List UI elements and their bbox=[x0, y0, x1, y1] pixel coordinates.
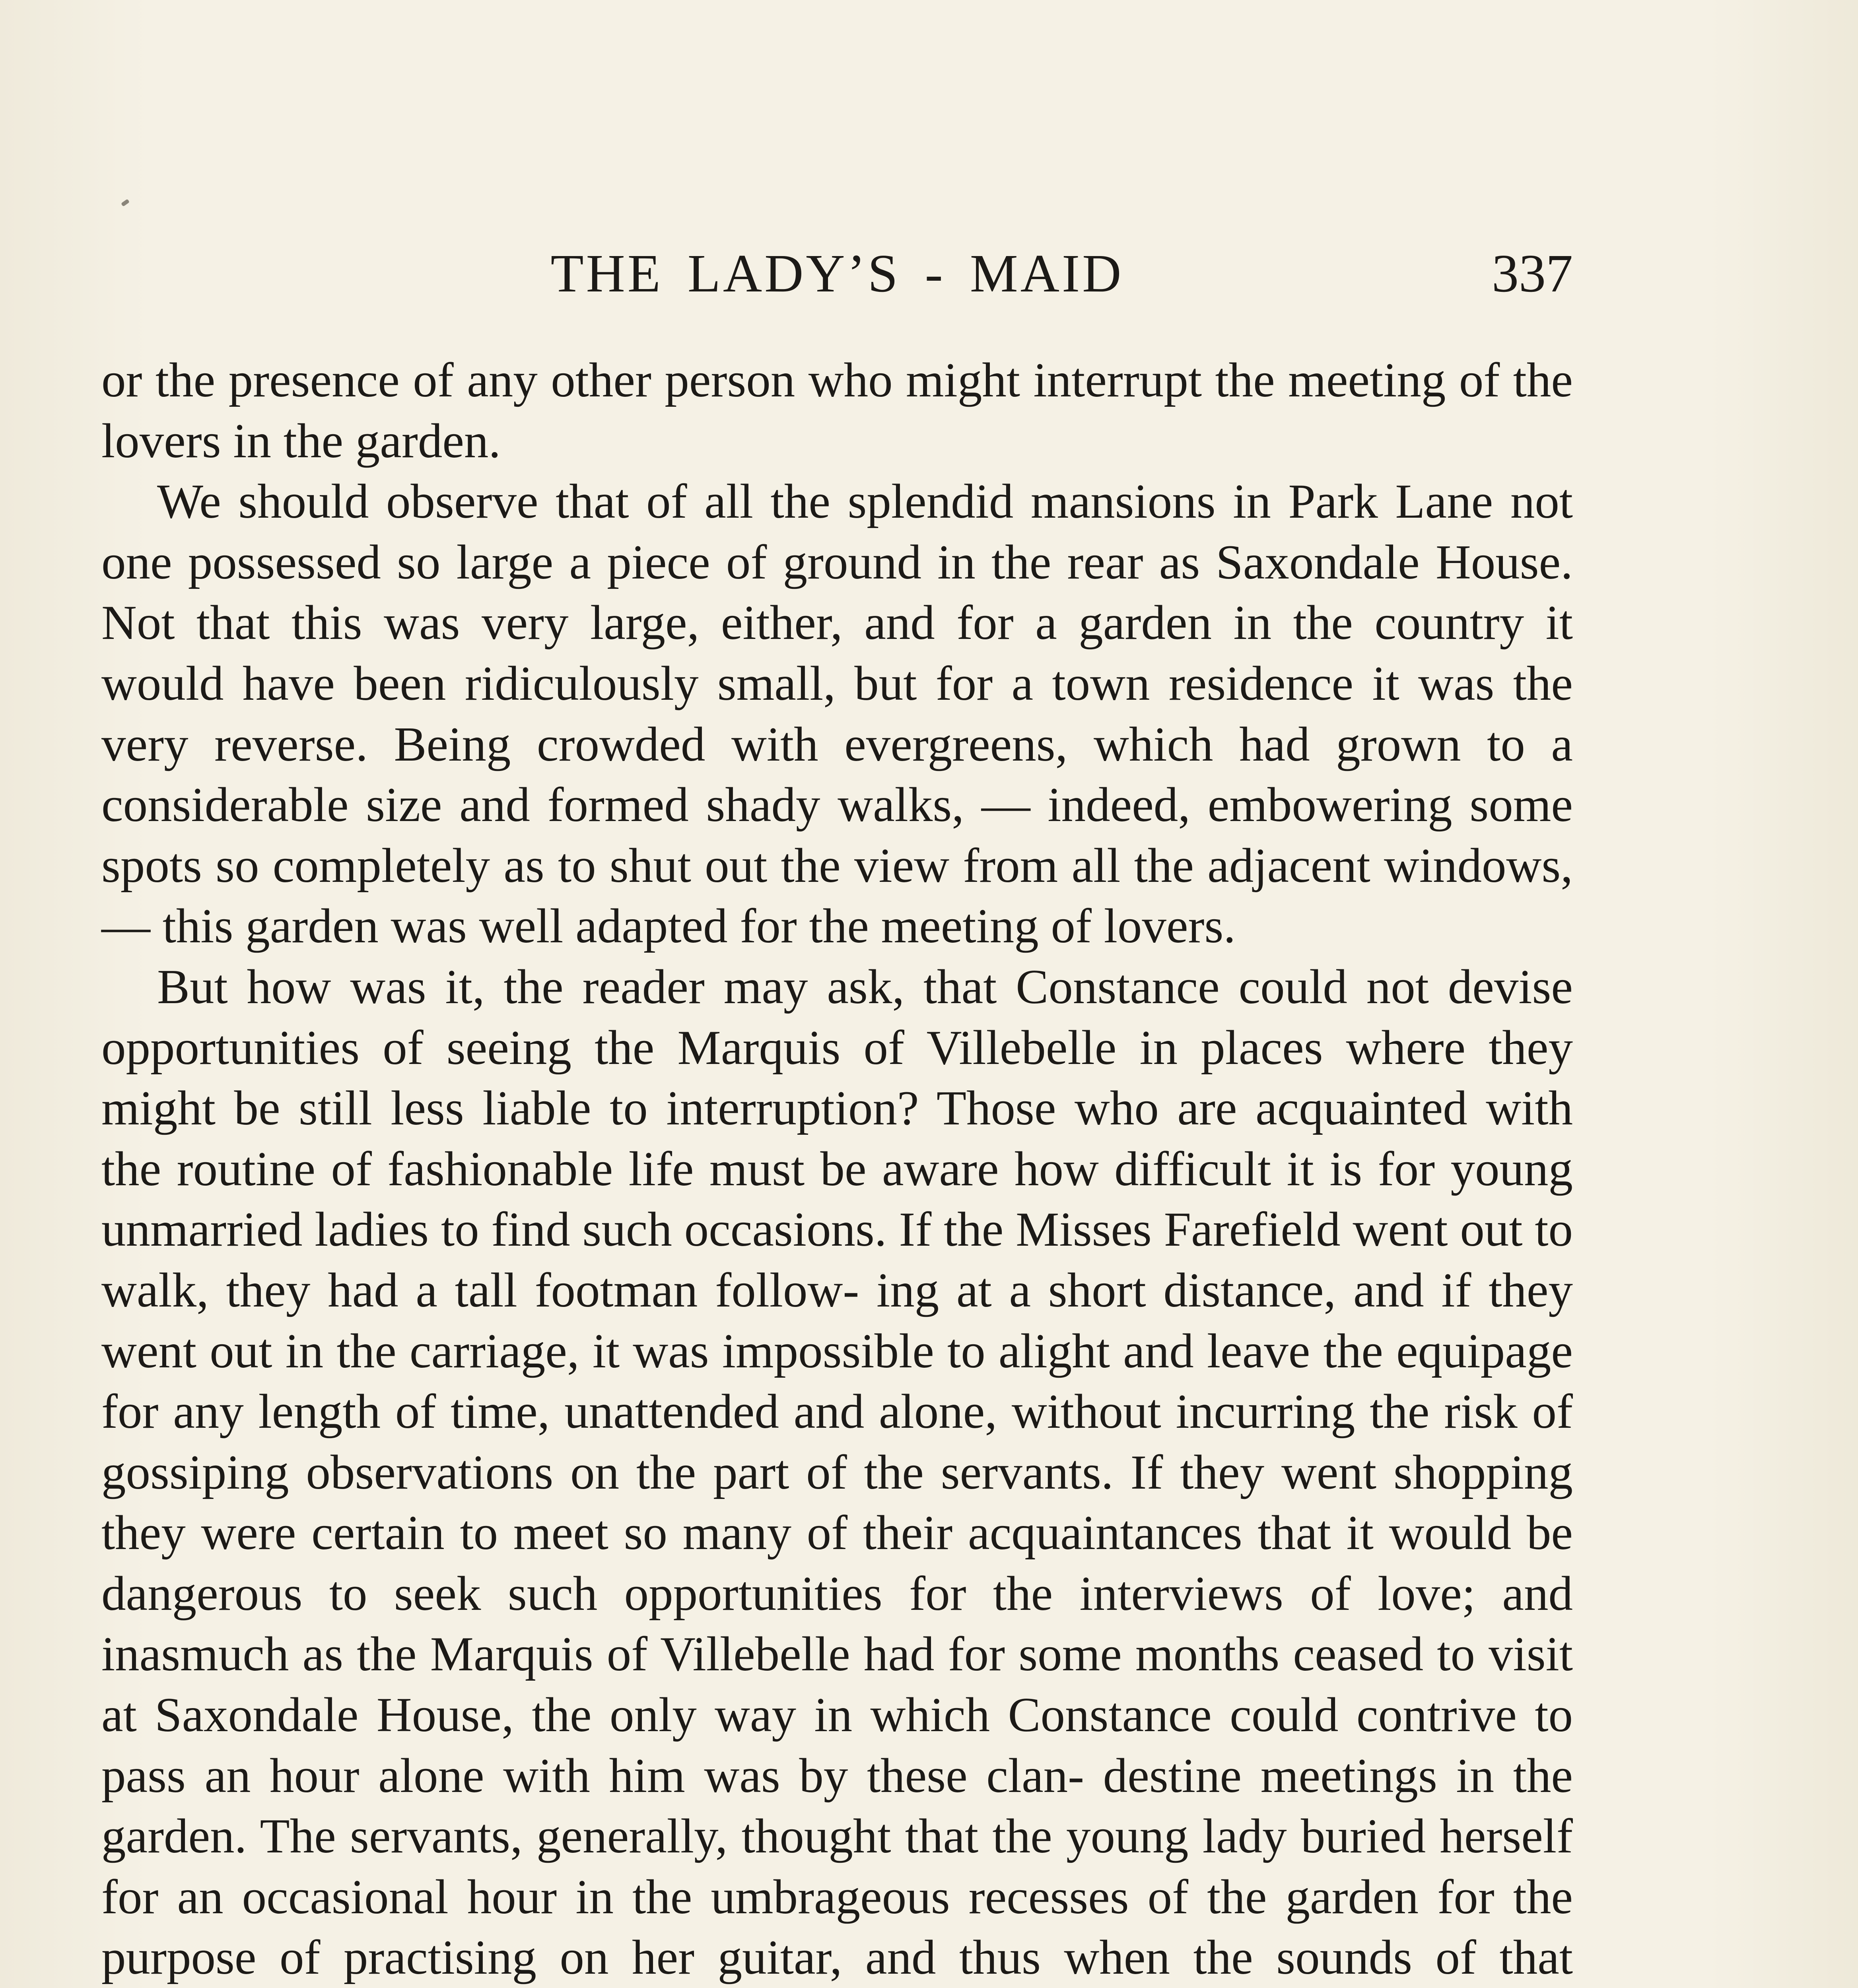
paragraph-constance-meetings: But how was it, the reader may ask, that Constance could not devise opportunities of seeing the Marquis of Villebelle in places where they might be still less liable to interruption? Those who are acquainted with the routine of fashionable life must be aware how difficult it is for young unmarried ladies to find such occasions. If the Misses Farefield went out to walk, they had a tall footman follow- ing at a short distance, and if they went out in the carriage, it was impossible to alight and leave the equipage for any length of time, unattended and alone, without incurring the risk of gossiping observations on the part of the servants. If they went shopping they were certain to meet so many of their acquaintances that it would be dangerous to seek such opportunities for the interviews of love; and inasmuch as the Marquis of Villebelle had for some months ceased to visit at Saxondale House, the only way in which Constance could contrive to pass an hour alone with him was by these clan- destine meetings in the garden. The servants, generally, thought that the young lady buried herself for an occasional hour in the umbrageous recesses of the garden for the purpose of practising on her guitar, and thus when the sounds of that bbox=[101, 959, 1573, 1985]
paper-speck bbox=[121, 199, 130, 207]
page-number: 337 bbox=[1492, 244, 1573, 303]
paragraph-saxondale-garden: We should observe that of all the splendid mansions in Park Lane not one possessed so large a piece of ground in the rear as Saxondale House. Not that this was very large, either, and for a garden in the country it would have been ridiculously small, but for a town residence it was the very reverse. Being crowded with evergreens, which had grown to a considerable size and formed shady walks, — indeed, embowering some spots so completely as to shut out the view from all the adjacent windows, — this garden was well adapted for the meeting of lovers. bbox=[101, 474, 1573, 953]
paragraph-continuation: or the presence of any other person who might interrupt the meeting of the lovers in the garden. bbox=[101, 353, 1573, 468]
body-text bbox=[101, 350, 1573, 1988]
running-head bbox=[101, 243, 1573, 314]
running-title: THE LADY’S - MAID bbox=[550, 244, 1124, 303]
